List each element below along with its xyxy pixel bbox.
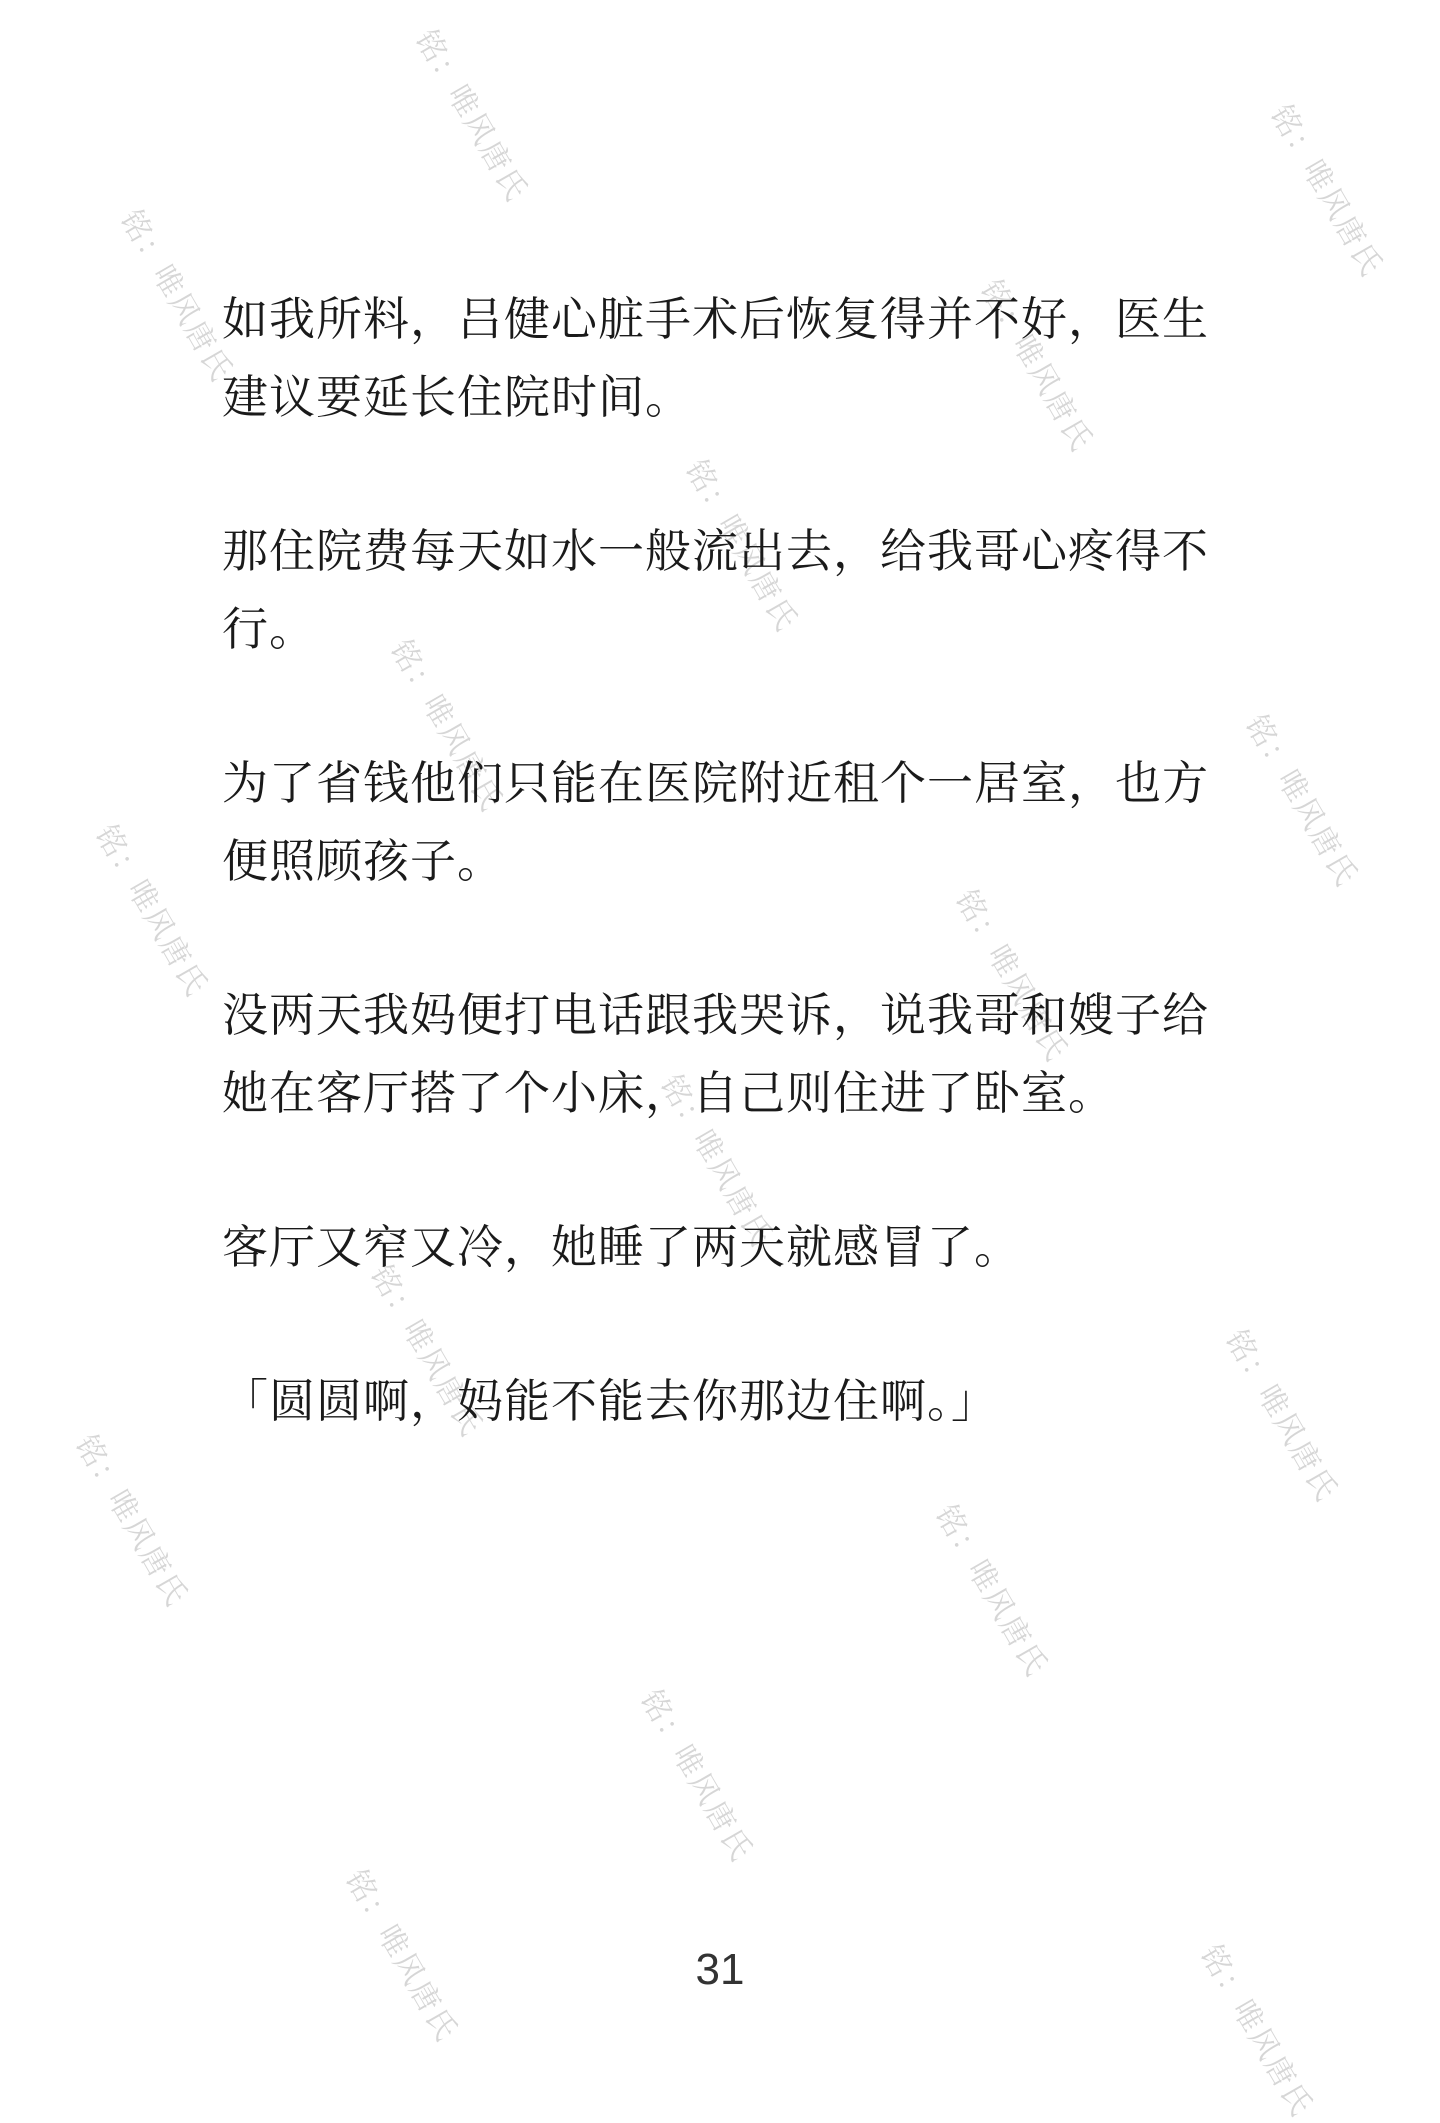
paragraph: 为了省钱他们只能在医院附近租个一居室，也方便照顾孩子。 <box>222 756 1209 888</box>
story-text <box>222 280 1232 1516</box>
watermark: 铭：唯风唐氏 <box>382 634 510 818</box>
page-number: 31 <box>695 1945 745 1994</box>
paragraph: 没两天我妈便打电话跟我哭诉，说我哥和嫂子给她在客厅搭了个小床，自己则住进了卧室。 <box>222 988 1209 1120</box>
watermark: 铭：唯风唐氏 <box>1217 1324 1345 1508</box>
watermark: 铭：唯风唐氏 <box>652 1069 780 1253</box>
watermark: 铭：唯风唐氏 <box>67 1429 195 1613</box>
watermark: 铭：唯风唐氏 <box>362 1259 490 1443</box>
paragraph: 那住院费每天如水一般流出去，给我哥心疼得不行。 <box>222 524 1209 656</box>
watermark: 铭：唯风唐氏 <box>1237 709 1365 893</box>
watermark: 铭：唯风唐氏 <box>87 819 215 1003</box>
watermark: 铭：唯风唐氏 <box>632 1684 760 1868</box>
watermark: 铭：唯风唐氏 <box>972 274 1100 458</box>
watermark: 铭：唯风唐氏 <box>112 204 240 388</box>
paragraph: 如我所料，吕健心脏手术后恢复得并不好，医生建议要延长住院时间。 <box>222 292 1209 424</box>
watermark: 铭：唯风唐氏 <box>337 1864 465 2048</box>
watermark: 铭：唯风唐氏 <box>1192 1939 1320 2123</box>
paragraph-quote: 「圆圆啊，妈能不能去你那边住啊。」 <box>222 1374 998 1428</box>
paragraph: 客厅又窄又冷，她睡了两天就感冒了。 <box>222 1220 1021 1274</box>
watermark: 铭：唯风唐氏 <box>947 884 1075 1068</box>
watermark: 铭：唯风唐氏 <box>927 1499 1055 1683</box>
watermark: 铭：唯风唐氏 <box>1262 99 1390 283</box>
watermark: 铭：唯风唐氏 <box>407 24 535 208</box>
watermark: 铭：唯风唐氏 <box>677 454 805 638</box>
